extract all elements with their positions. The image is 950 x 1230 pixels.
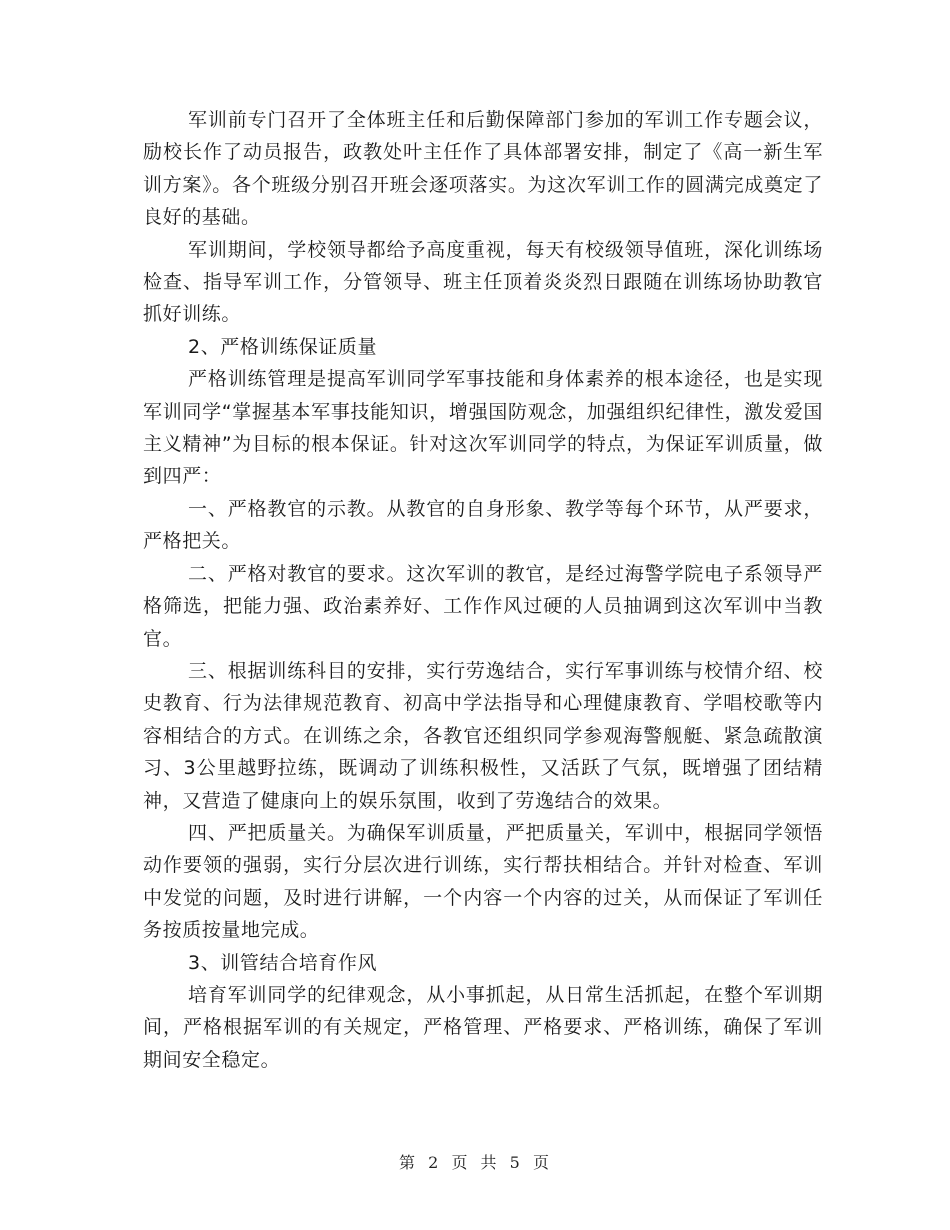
paragraph-discipline: 培育军训同学的纪律观念，从小事抓起，从日常生活抓起，在整个军训期间，严格根据军训的有关规定，严格管理、严格要求、严格训练，确保了军训期间安全稳定。	[143, 983, 823, 1071]
footer-prefix: 第	[399, 1153, 418, 1172]
footer-suffix: 页	[532, 1153, 551, 1172]
paragraph-leadership: 军训期间，学校领导都给予高度重视，每天有校级领导值班，深化训练场检查、指导军训工作，分管领导、班主任顶着炎炎烈日跟随在训练场协助教官抓好训练。	[143, 238, 823, 326]
paragraph-item-one: 一、严格教官的示教。从教官的自身形象、教学等每个环节，从严要求，严格把关。	[143, 497, 823, 553]
section-heading-strict-training: 2、严格训练保证质量	[188, 335, 378, 358]
paragraph-item-four: 四、严把质量关。为确保军训质量，严把质量关，军训中，根据同学领悟动作要领的强弱，实行分层次进行训练，实行帮扶相结合。并针对检查、军训中发觉的问题，及时进行讲解，一个内容一个内容的过关，从而保证了军训任务按质按量地完成。	[143, 821, 823, 942]
section-heading-discipline: 3、训管结合培育作风	[188, 951, 378, 974]
paragraph-item-three: 三、根据训练科目的安排，实行劳逸结合，实行军事训练与校情介绍、校史教育、行为法律规范教育、初高中学法指导和心理健康教育、学唱校歌等内容相结合的方式。在训练之余，各教官还组织同学参观海警舰艇、紧急疏散演习、3公里越野拉练，既调动了训练积极性，又活跃了气氛，既增强了团结精神，又营造了健康向上的娱乐氛围，收到了劳逸结合的效果。	[143, 659, 823, 812]
page-footer	[0, 1150, 950, 1173]
paragraph-preparation: 军训前专门召开了全体班主任和后勤保障部门参加的军训工作专题会议，励校长作了动员报告，政教处叶主任作了具体部署安排，制定了《高一新生军训方案》。各个班级分别召开班会逐项落实。为这次军训工作的圆满完成奠定了良好的基础。	[143, 109, 823, 229]
footer-page-word: 页	[451, 1153, 470, 1172]
paragraph-item-two: 二、严格对教官的要求。这次军训的教官，是经过海警学院电子系领导严格筛选，把能力强、政治素养好、工作作风过硬的人员抽调到这次军训中当教官。	[143, 562, 823, 650]
document-body	[143, 104, 823, 1076]
footer-total-pages: 5	[509, 1153, 522, 1172]
footer-total-word: 共	[480, 1153, 499, 1172]
footer-current-page: 2	[428, 1153, 441, 1172]
paragraph-four-strict: 严格训练管理是提高军训同学军事技能和身体素养的根本途径，也是实现军训同学“掌握基本军事技能知识，增强国防观念，加强组织纪律性，激发爱国主义精神”为目标的根本保证。针对这次军训同学的特点，为保证军训质量，做到四严：	[143, 368, 823, 488]
